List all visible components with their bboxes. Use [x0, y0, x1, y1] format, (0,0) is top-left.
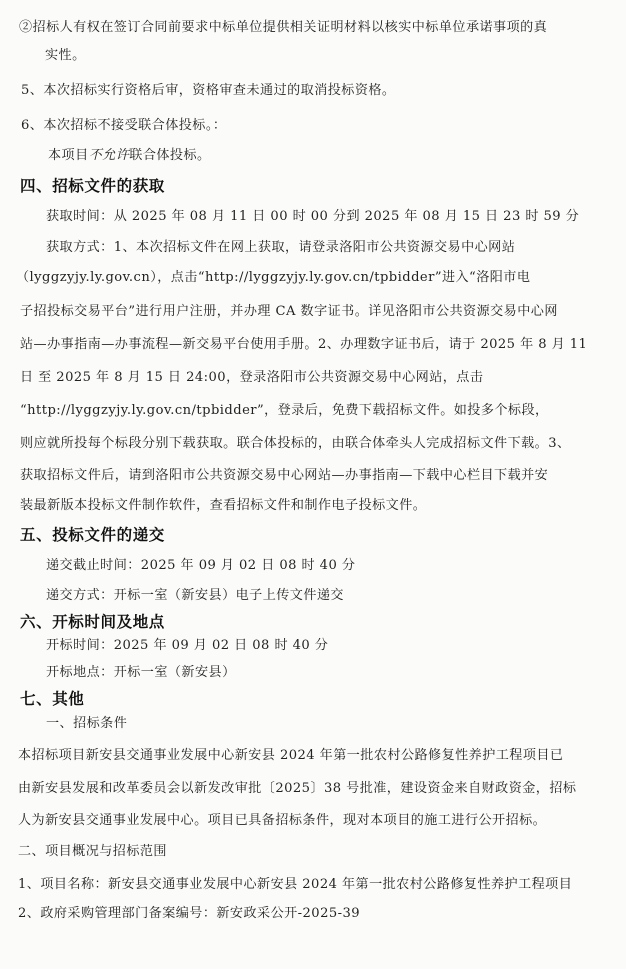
obtain-method-line-9: 装最新版本投标文件制作软件，查看招标文件和制作电子投标文件。: [20, 498, 427, 513]
joint-note-suffix: 联合体投标。: [129, 148, 211, 163]
paragraph-joint-bid: 6、本次招标不接受联合体投标。：: [21, 118, 227, 133]
obtain-method-line-2: （lyggzyjy.ly.gov.cn），点击“http://lyggzyjy.ly.gov.cn/tpbidder”进入“洛阳市电: [16, 270, 531, 285]
obtain-time: 获取时间：从 2025 年 08 月 11 日 00 时 00 分到 2025 年 08 月 15 日 23 时 59 分: [46, 209, 580, 224]
section-heading-7: 七、其他: [20, 690, 85, 708]
tender-conditions-line-1: 本招标项目新安县交通事业发展中心新安县 2024 年第一批农村公路修复性养护工程项目已: [18, 748, 564, 763]
submit-method: 递交方式：开标一室（新安县）电子上传文件递交: [46, 588, 344, 603]
section-heading-4: 四、招标文件的获取: [20, 177, 165, 195]
project-name: 1、项目名称：新安县交通事业发展中心新安县 2024 年第一批农村公路修复性养护工程项目: [18, 877, 573, 892]
obtain-method-line-6: “http://lyggzyjy.ly.gov.cn/tpbidder”，登录后，免费下载招标文件。如投多个标段，: [20, 403, 549, 418]
obtain-method-line-8: 获取招标文件后，请到洛阳市公共资源交易中心网站—办事指南—下载中心栏目下载并安: [20, 468, 549, 483]
joint-note-value: 不允许: [88, 148, 130, 163]
paragraph-commitment-1: ②招标人有权在签订合同前要求中标单位提供相关证明材料以核实中标单位承诺事项的真: [19, 20, 548, 35]
procurement-record-number: 2、政府采购管理部门备案编号：新安政采公开-2025-39: [18, 906, 361, 921]
joint-note-prefix: 本项目: [48, 148, 89, 163]
tender-conditions-line-3: 人为新安县交通事业发展中心。项目已具备招标条件，现对本项目的施工进行公开招标。: [18, 813, 547, 828]
obtain-method-line-7: 则应就所投每个标段分别下载获取。联合体投标的，由联合体牵头人完成招标文件下载。3、: [20, 436, 571, 451]
obtain-method-line-5: 日 至 2025 年 8 月 15 日 24:00，登录洛阳市公共资源交易中心网站，点击: [20, 370, 484, 385]
subheading-project-overview: 二、项目概况与招标范围: [18, 844, 167, 859]
paragraph-qualification: 5、本次招标实行资格后审，资格审查未通过的取消投标资格。: [21, 83, 396, 98]
section-heading-5: 五、投标文件的递交: [20, 526, 165, 544]
obtain-method-line-3: 子招投标交易平台”进行用户注册，并办理 CA 数字证书。详见洛阳市公共资源交易中心网: [20, 304, 558, 319]
opening-place: 开标地点：开标一室（新安县）: [46, 665, 236, 680]
section-heading-6: 六、开标时间及地点: [20, 613, 165, 631]
paragraph-commitment-2: 实性。: [45, 48, 86, 63]
paragraph-joint-bid-note: [48, 147, 211, 165]
subheading-tender-conditions: 一、招标条件: [46, 716, 128, 731]
submit-deadline: 递交截止时间：2025 年 09 月 02 日 08 时 40 分: [46, 558, 356, 573]
obtain-method-line-4: 站—办事指南—办事流程—新交易平台使用手册。2、办理数字证书后，请于 2025 年 8 月 11: [20, 337, 588, 352]
tender-conditions-line-2: 由新安县发展和改革委员会以新发改审批〔2025〕38 号批准，建设资金来自财政资金，招标: [18, 781, 577, 796]
opening-time: 开标时间：2025 年 09 月 02 日 08 时 40 分: [46, 638, 329, 653]
obtain-method-line-1: 获取方式：1、本次招标文件在网上获取，请登录洛阳市公共资源交易中心网站: [46, 240, 516, 255]
